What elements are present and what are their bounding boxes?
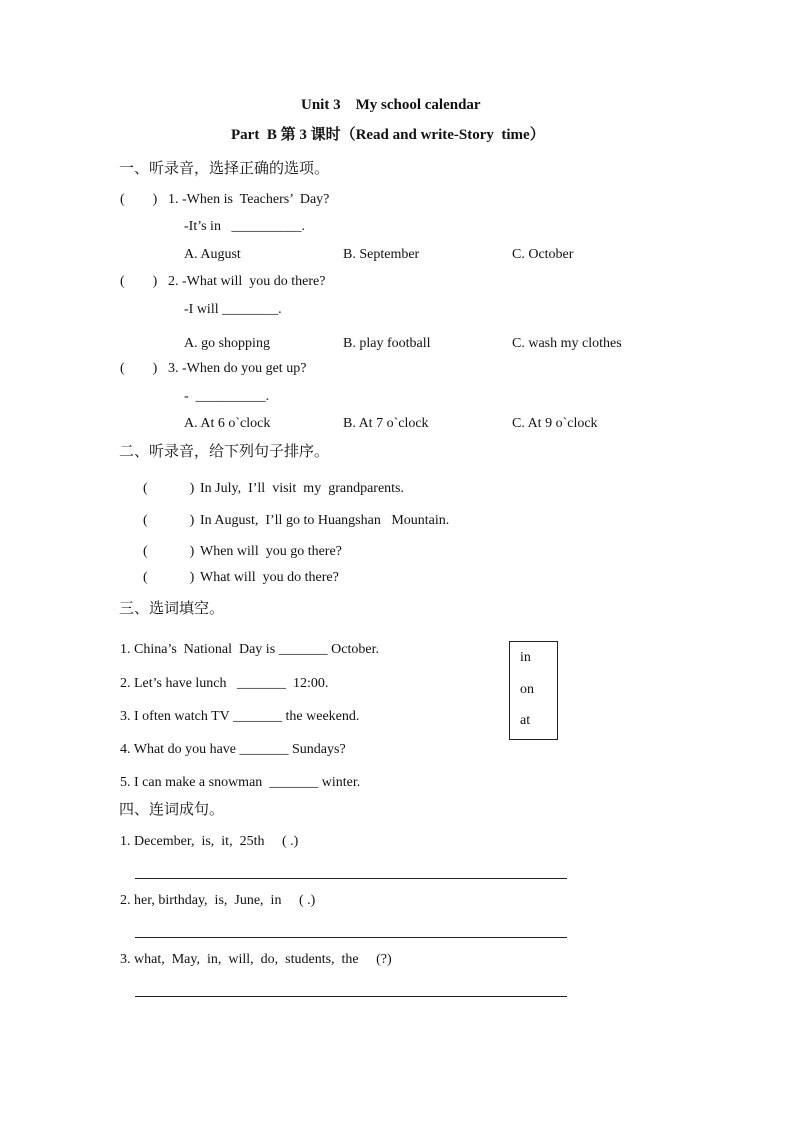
- order-item-2-text: In August, I’ll go to Huangshan Mountain.: [200, 513, 450, 528]
- fill-item-1: 1. China’s National Day is _______ October.: [120, 642, 379, 657]
- word-box-word: at: [520, 713, 531, 728]
- order-item-3-text: When will you go there?: [200, 544, 342, 559]
- q1-reply: -It’s in __________.: [184, 219, 305, 234]
- order-item-4-paren: ( ): [143, 570, 195, 585]
- fill-item-3: 3. I often watch TV _______ the weekend.: [120, 709, 360, 724]
- q2-paren: ( ): [120, 274, 158, 289]
- q1-paren: ( ): [120, 192, 158, 207]
- order-item-2-paren: ( ): [143, 513, 195, 528]
- section3-heading: 三、选词填空。: [119, 599, 225, 617]
- q2-option-b: B. play football: [343, 336, 431, 351]
- word-box-word: on: [520, 682, 534, 697]
- q1-prompt: 1. -When is Teachers’ Day?: [168, 192, 330, 207]
- page-subtitle: Part B 第 3 课时（Read and write-Story time）: [231, 127, 545, 143]
- order-item-1-text: In July, I’ll visit my grandparents.: [200, 481, 405, 496]
- fill-item-2: 2. Let’s have lunch _______ 12:00.: [120, 676, 329, 691]
- answer-line[interactable]: [135, 996, 567, 997]
- word-box: [509, 641, 558, 740]
- q1-option-b: B. September: [343, 247, 420, 262]
- q2-prompt: 2. -What will you do there?: [168, 274, 326, 289]
- q3-reply: - __________.: [184, 389, 270, 404]
- sentence-item-3: 3. what, May, in, will, do, students, the (?): [120, 952, 392, 967]
- order-item-4-text: What will you do there?: [200, 570, 339, 585]
- q2-reply: -I will ________.: [184, 302, 282, 317]
- q3-prompt: 3. -When do you get up?: [168, 361, 307, 376]
- q3-option-c: C. At 9 o`clock: [512, 416, 598, 431]
- fill-item-4: 4. What do you have _______ Sundays?: [120, 742, 346, 757]
- answer-line[interactable]: [135, 878, 567, 879]
- q1-option-c: C. October: [512, 247, 574, 262]
- q3-paren: ( ): [120, 361, 158, 376]
- section4-heading: 四、连词成句。: [119, 800, 225, 818]
- word-box-word: in: [520, 650, 531, 665]
- q3-option-b: B. At 7 o`clock: [343, 416, 429, 431]
- q2-option-c: C. wash my clothes: [512, 336, 622, 351]
- q1-option-a: A. August: [184, 247, 241, 262]
- answer-line[interactable]: [135, 937, 567, 938]
- page-title: Unit 3 My school calendar: [301, 97, 481, 113]
- q2-option-a: A. go shopping: [184, 336, 270, 351]
- sentence-item-1: 1. December, is, it, 25th ( .): [120, 834, 299, 849]
- order-item-1-paren: ( ): [143, 481, 195, 496]
- order-item-3-paren: ( ): [143, 544, 195, 559]
- sentence-item-2: 2. her, birthday, is, June, in ( .): [120, 893, 316, 908]
- section1-heading: 一、听录音，选择正确的选项。: [119, 159, 330, 177]
- fill-item-5: 5. I can make a snowman _______ winter.: [120, 775, 361, 790]
- q3-option-a: A. At 6 o`clock: [184, 416, 271, 431]
- section2-heading: 二、听录音，给下列句子排序。: [119, 442, 330, 460]
